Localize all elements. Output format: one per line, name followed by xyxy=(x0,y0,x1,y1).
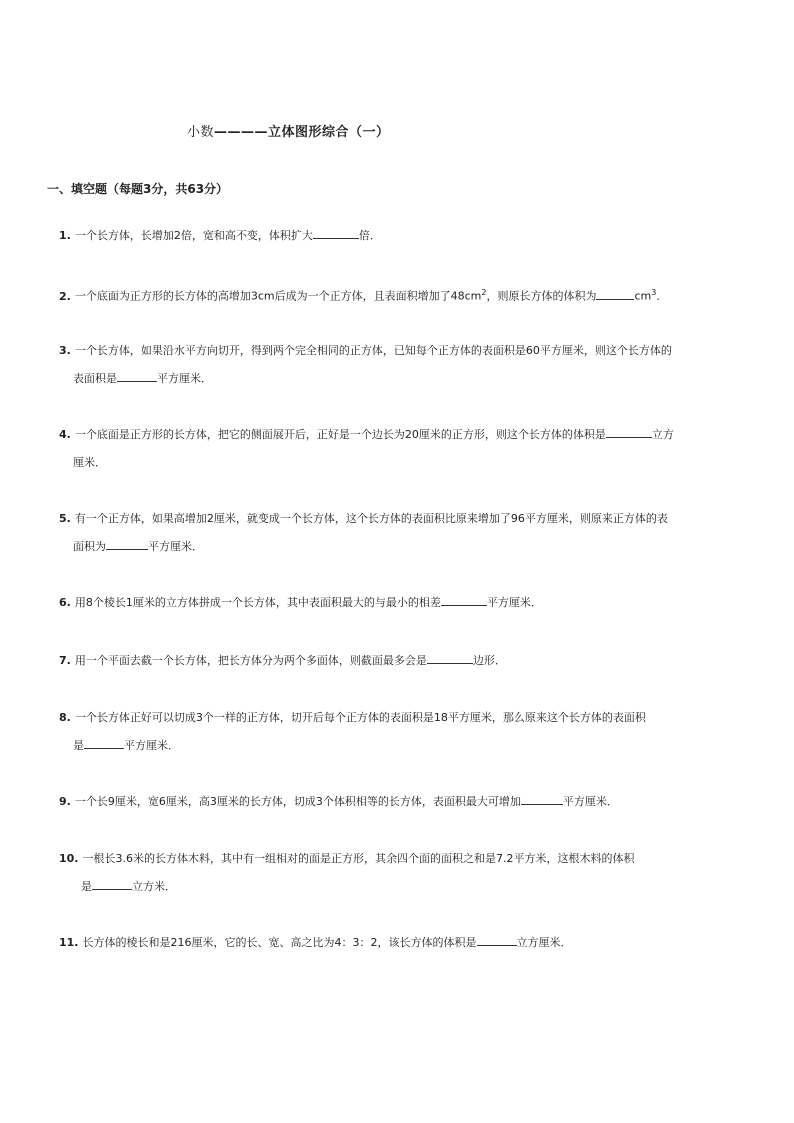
answer-blank[interactable] xyxy=(427,649,473,664)
question-9 xyxy=(59,788,749,816)
question-number: 9. xyxy=(59,795,71,808)
question-8 xyxy=(59,704,749,760)
question-text: 长方体的棱长和是216厘米，它的长、宽、高之比为4：3：2，该长方体的体积是 xyxy=(82,936,477,949)
question-text-end: 平方厘米． xyxy=(124,739,179,752)
question-text: 是 xyxy=(81,880,92,893)
question-5 xyxy=(59,505,749,561)
question-number: 2. xyxy=(59,289,71,303)
question-text: 一个长方体正好可以切成3个一样的正方体，切开后每个正方体的表面积是18平方厘米，那么原来这个长方体的表面积 xyxy=(74,711,646,724)
question-7 xyxy=(59,647,749,675)
question-text: 有一个正方体，如果高增加2厘米，就变成一个长方体，这个长方体的表面积比原来增加了96平方厘米，则原来正方体的表 xyxy=(74,512,668,525)
question-text: 面积为 xyxy=(73,540,106,553)
answer-blank[interactable] xyxy=(92,875,132,890)
answer-blank[interactable] xyxy=(84,734,124,749)
question-text: 一个长9厘米，宽6厘米，高3厘米的长方体，切成3个体积相等的长方体，表面积最大可增加 xyxy=(74,795,521,808)
answer-blank[interactable] xyxy=(477,931,517,946)
answer-blank[interactable] xyxy=(313,224,359,239)
question-text: 用8个棱长1厘米的立方体拼成一个长方体，其中表面积最大的与最小的相差 xyxy=(74,596,441,609)
page-title xyxy=(187,121,390,140)
question-text: 一根长3.6米的长方体木料，其中有一组相对的面是正方形，其余四个面的面积之和是7.2平方米，这根木料的体积 xyxy=(82,852,635,865)
question-1 xyxy=(59,222,749,250)
answer-blank[interactable] xyxy=(596,285,634,300)
question-number: 7. xyxy=(59,654,71,667)
section-heading: 一、填空题（每题3分，共63分） xyxy=(47,182,229,196)
question-number: 10. xyxy=(59,852,79,865)
question-11 xyxy=(59,929,749,957)
question-number: 4. xyxy=(59,428,71,441)
question-text: 表面积是 xyxy=(73,372,117,385)
question-number: 5. xyxy=(59,512,71,525)
superscript: 3 xyxy=(651,288,657,297)
question-text: ，则原长方体的体积为 xyxy=(486,289,597,303)
question-text-end: 倍． xyxy=(358,229,381,242)
question-2 xyxy=(59,279,749,311)
question-text-end: 平方厘米． xyxy=(157,372,212,385)
question-text-end: 立方厘米． xyxy=(516,936,572,949)
title-main: 立体图形综合（一） xyxy=(268,125,390,140)
question-text-end: 平方厘米． xyxy=(486,596,542,609)
answer-blank[interactable] xyxy=(521,790,563,805)
question-number: 8. xyxy=(59,711,71,724)
question-number: 6. xyxy=(59,596,71,609)
title-dash: ———— xyxy=(214,125,269,140)
answer-blank[interactable] xyxy=(106,535,148,550)
question-number: 11. xyxy=(59,936,79,949)
question-3 xyxy=(59,337,749,393)
question-6 xyxy=(59,589,749,617)
question-10 xyxy=(59,845,749,901)
question-text: 一个底面是正方形的长方体，把它的侧面展开后，正好是一个边长为20厘米的正方形，则这个长方体的体积是 xyxy=(74,428,606,441)
title-prefix: 小数 xyxy=(187,125,215,140)
question-text: 一个底面为正方形的长方体的高增加3cm后成为一个正方体，且表面积增加了48cm xyxy=(74,289,482,303)
question-text-end: 边形． xyxy=(472,654,506,667)
answer-blank[interactable] xyxy=(441,591,487,606)
question-number: 3. xyxy=(59,344,71,357)
question-text-end: 平方厘米． xyxy=(148,540,203,553)
question-text-end: 平方厘米． xyxy=(562,795,618,808)
question-text: 是 xyxy=(73,739,84,752)
question-text: 一个长方体，如果沿水平方向切开，得到两个完全相同的正方体，已知每个正方体的表面积是60平方厘米，则这个长方体的 xyxy=(74,344,672,357)
question-text-end: 立方 xyxy=(651,428,674,441)
question-text-end: 厘米． xyxy=(73,456,106,469)
superscript: 2 xyxy=(481,288,487,297)
question-text-end: ． xyxy=(656,289,668,303)
answer-blank[interactable] xyxy=(117,367,157,382)
question-number: 1. xyxy=(59,229,71,242)
answer-blank[interactable] xyxy=(606,423,652,438)
question-text-end: cm xyxy=(634,289,652,303)
question-text: 一个长方体，长增加2倍，宽和高不变，体积扩大 xyxy=(74,229,313,242)
question-text: 用一个平面去截一个长方体，把长方体分为两个多面体，则截面最多会是 xyxy=(74,654,427,667)
question-4 xyxy=(59,421,749,477)
question-text-end: 立方米． xyxy=(132,880,176,893)
